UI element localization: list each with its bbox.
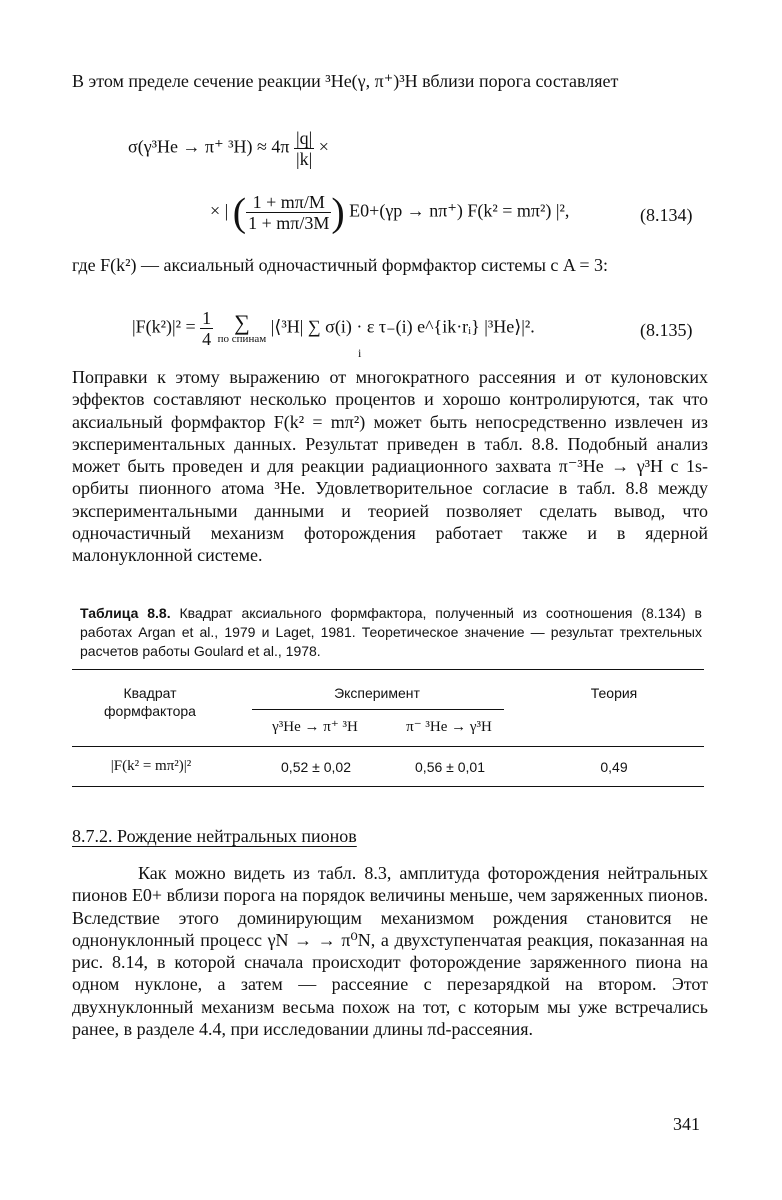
eq135-quarter — [200, 308, 213, 349]
page-number: 341 — [673, 1114, 700, 1134]
sum-icon: ∑ — [234, 310, 250, 335]
eq134-times: × — [318, 136, 329, 157]
paragraph-intro: В этом пределе сечение реакции ³He(γ, π⁺)³H вблизи порога составляет — [72, 71, 619, 91]
eq135-spin-sum — [218, 312, 267, 345]
table-subheader-photoproduction: γ³He → π⁺ ³H — [272, 719, 358, 735]
eq134-mass-ratio — [246, 192, 331, 233]
table-caption-label: Таблица 8.8. — [80, 605, 171, 621]
eq135-sum-index: i — [358, 346, 362, 360]
table-row-label: |F(k² = mπ²)|² — [110, 758, 192, 774]
table-header-formfactor: Квадрат формфактора — [104, 685, 196, 719]
eq135-sum-label: по спинам — [217, 333, 267, 345]
eq134-momentum-ratio — [294, 128, 314, 169]
eq134-line2-rest: E0+(γp → nπ⁺) F(k² = mπ²) |², — [349, 200, 570, 221]
eq135-frac-num: 1 — [202, 308, 212, 328]
paragraph-corrections: Поправки к этому выражению от многократного рассеяния и от кулоновских эффектов составляют несколько процентов и хорошо контролируются, так что аксиальный формфактор F(k² = mπ²) может быть непосредственно извлечен из экспериментальных данных. Результат приведен в табл. 8.8. Подобный анализ может быть проведен и для реакции радиационного захвата π⁻³He → γ³H с 1s-орбиты пионного атома ³He. Удовлетворительное согласие в табл. 8.8 между экспериментальными данными и теорией позволяет сделать вывод, что одночастичный механизм фоторождения работает также и в ядерной малонуклонной системе. — [72, 367, 708, 566]
table-bottom-rule — [72, 786, 704, 787]
table-top-rule — [72, 669, 704, 670]
left-paren-icon: ( — [232, 189, 247, 235]
eq135-body: |⟨³H| ∑ σ(i) · ε τ₋(i) e^{ik·rᵢ} |³He⟩|². — [270, 316, 535, 337]
eq134-inner-den: 1 + mπ/3M — [248, 213, 330, 233]
table-caption-text: Квадрат аксиального формфактора, полученный из соотношения (8.134) в работах Argan et al., 1979 и Laget, 1981. Теоретическое значение — результат трехтельных расчетов работы Goulard et al., 1978. — [80, 605, 702, 659]
equation-number-8-134: (8.134) — [640, 205, 693, 225]
equation-8-135 — [132, 308, 535, 349]
experiment-subrule — [252, 709, 504, 710]
table-cell-exp2: 0,56 ± 0,01 — [415, 759, 485, 775]
table-8-8-caption — [80, 604, 702, 661]
eq134-inner-num: 1 + mπ/M — [246, 192, 331, 213]
eq134-lhs: σ(γ³He → π⁺ ³H) ≈ 4π — [128, 136, 290, 157]
paragraph-neutral-pions: Как можно видеть из табл. 8.3, амплитуда фоторождения нейтральных пионов E0+ вблизи порога на порядок величины меньше, чем заряженных пионов. Вследствие этого доминирующим механизмом рождения становится не однонуклонный процесс γN → → π⁰N, а двухступенчатая реакция, показанная на рис. 8.14, в которой сначала происходит фоторождение заряженного пиона на одном нуклоне, а затем — рассеяние с перезарядкой на втором. Этот двухнуклонный механизм весьма похож на тот, с которым мы уже встречались ранее, в разделе 4.4, при исследовании длины πd-рассеяния. — [72, 863, 708, 1040]
paragraph-formfactor-def: где F(k²) — аксиальный одночастичный формфактор системы с A = 3: — [72, 255, 609, 275]
table-cell-exp1: 0,52 ± 0,02 — [281, 759, 351, 775]
table-header-rule — [72, 746, 704, 747]
eq134-frac-den: |k| — [295, 149, 313, 169]
table-cell-theory: 0,49 — [600, 759, 628, 775]
table-header-experiment: Эксперимент — [334, 685, 420, 701]
eq135-lhs: |F(k²)|² = — [132, 316, 196, 337]
eq134-frac-num: |q| — [295, 128, 313, 148]
equation-8-134-line2 — [210, 189, 570, 235]
section-heading-8-7-2: 8.7.2. Рождение нейтральных пионов — [72, 826, 357, 846]
equation-number-8-135: (8.135) — [640, 320, 693, 340]
right-paren-icon: ) — [331, 189, 345, 235]
table-header-theory: Теория — [590, 685, 638, 701]
equation-8-134-line1 — [128, 128, 329, 169]
eq135-frac-den: 4 — [202, 329, 212, 349]
table-subheader-capture: π⁻ ³He → γ³H — [406, 719, 492, 735]
eq134-line2-prefix: × | — [210, 200, 229, 221]
